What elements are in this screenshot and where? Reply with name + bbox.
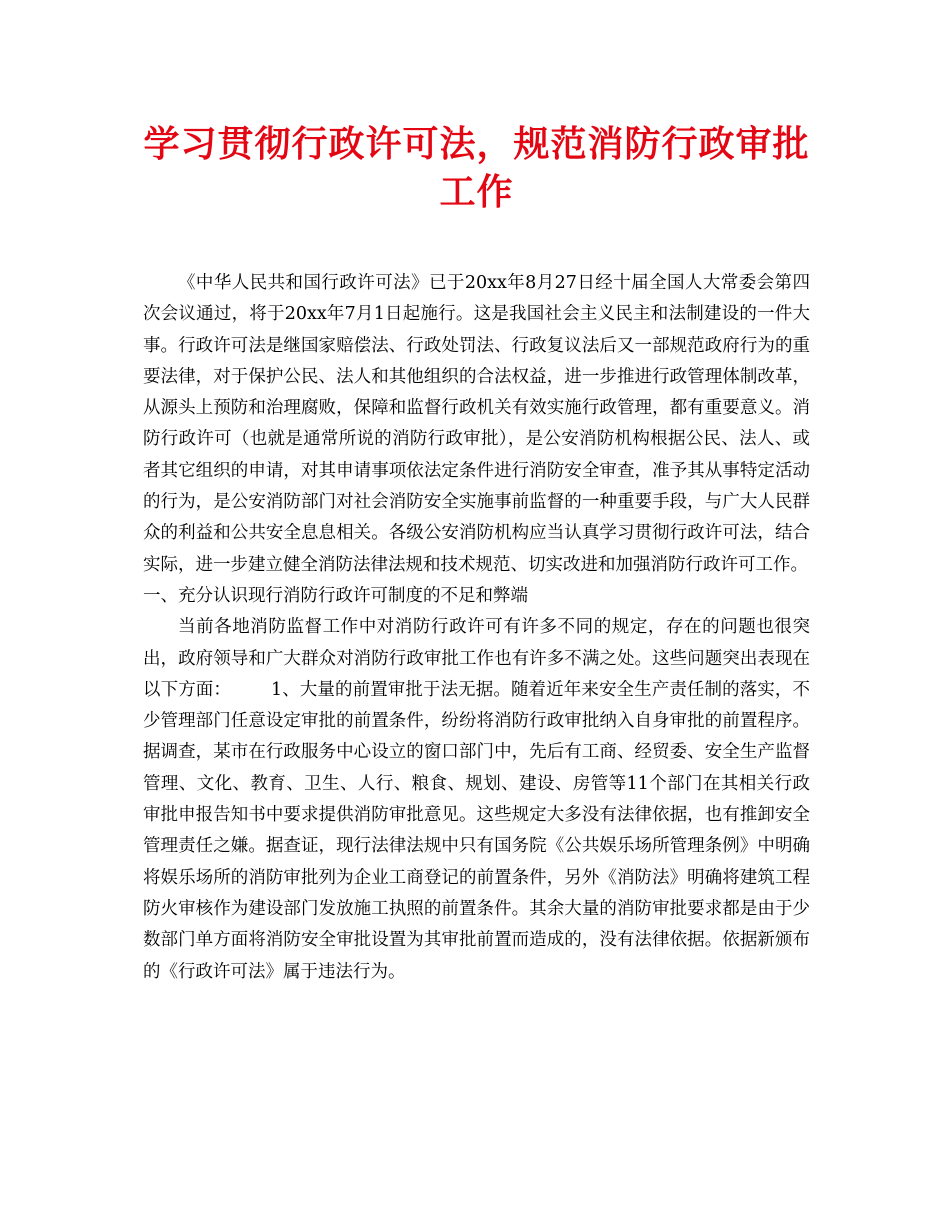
section-heading: 一、充分认识现行消防行政许可制度的不足和弊端: [143, 585, 528, 606]
section-paragraph: [143, 612, 810, 988]
section-paragraph-lead: 当前各地消防监督工作中对消防行政许可有许多不同的规定，存在的问题也很突出，政府领导和广大群众对消防行政审批工作也有许多不满之处。这些问题突出表现在以下方面：: [143, 617, 810, 700]
intro-paragraph: 《中华人民共和国行政许可法》已于20xx年8月27日经十届全国人大常委会第四次会议通过，将于20xx年7月1日起施行。这是我国社会主义民主和法制建设的一件大事。行政许可法是继国家赔偿法、行政处罚法、行政复议法后又一部规范政府行为的重要法律，对于保护公民、法人和其他组织的合法权益，进一步推进行政管理体制改革，从源头上预防和治理腐败，保障和监督行政机关有效实施行政管理，都有重要意义。消防行政许可（也就是通常所说的消防行政审批），是公安消防机构根据公民、法人、或者其它组织的申请，对其申请事项依法定条件进行消防安全审查，准予其从事特定活动的行为，是公安消防部门对社会消防安全实施事前监督的一种重要手段，与广大人民群众的利益和公共安全息息相关。各级公安消防机构应当认真学习贯彻行政许可法，结合实际，进一步建立健全消防法律法规和技术规范、切实改进和加强消防行政许可工作。: [143, 273, 810, 575]
section-paragraph-point: 1、大量的前置审批于法无据。随着近年来安全生产责任制的落实，不少管理部门任意设定审批的前置条件，纷纷将消防行政审批纳入自身审批的前置程序。据调查，某市在行政服务中心设立的窗口部门中，先后有工商、经贸委、安全生产监督管理、文化、教育、卫生、人行、粮食、规划、建设、房管等11个部门在其相关行政审批申报告知书中要求提供消防审批意见。这些规定大多没有法律依据，也有推卸安全管理责任之嫌。据查证，现行法律法规中只有国务院《公共娱乐场所管理条例》中明确将娱乐场所的消防审批列为企业工商登记的前置条件，另外《消防法》明确将建筑工程防火审核作为建设部门发放施工执照的前置条件。其余大量的消防审批要求都是由于少数部门单方面将消防安全审批设置为其审批前置而造成的，没有法律依据。依据新颁布的《行政许可法》属于违法行为。: [143, 679, 810, 982]
document-title: 学习贯彻行政许可法，规范消防行政审批工作: [143, 123, 810, 213]
